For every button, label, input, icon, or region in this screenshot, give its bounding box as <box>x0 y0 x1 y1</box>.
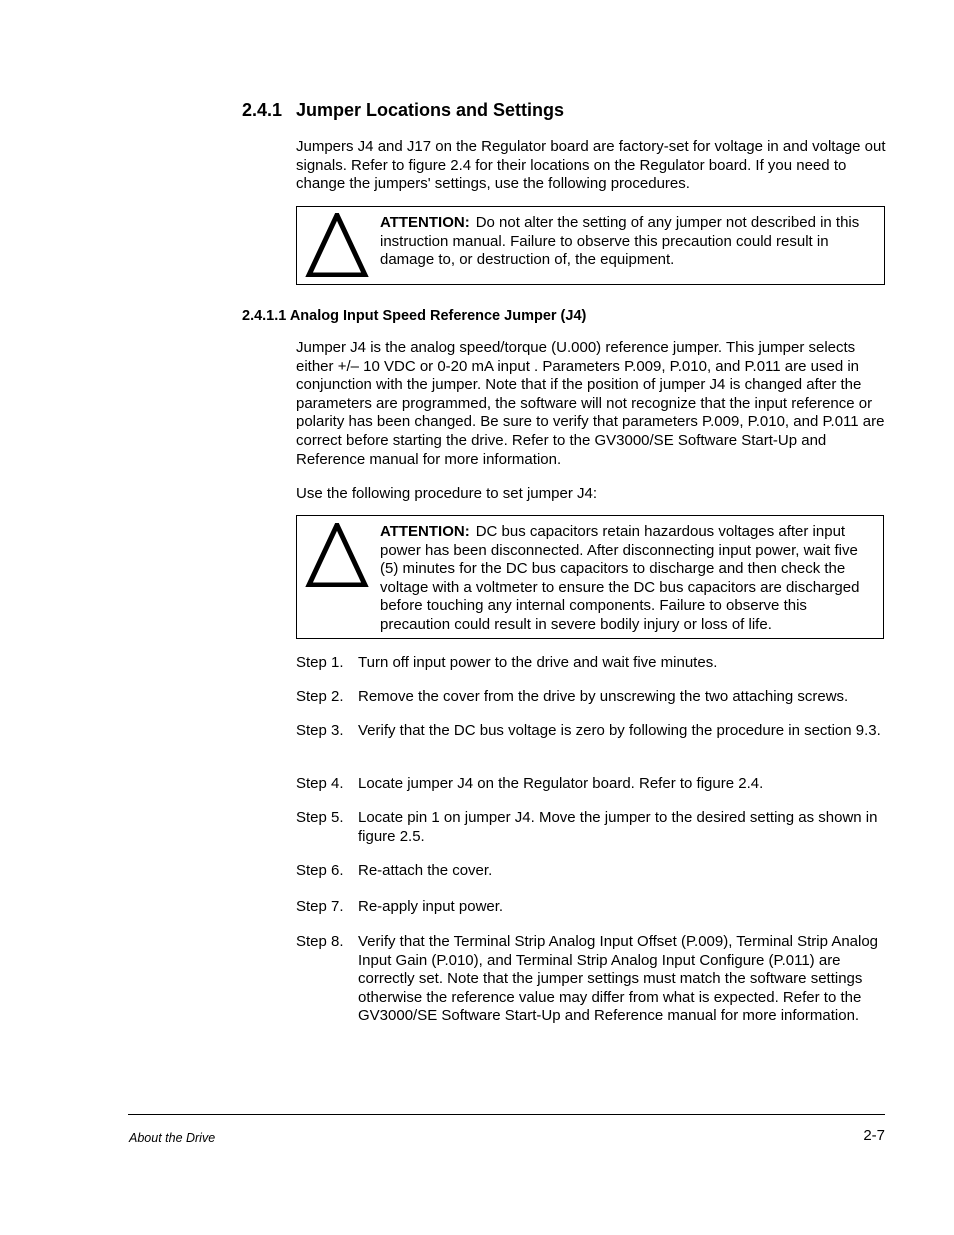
step-text: Verify that the Terminal Strip Analog Input Offset (P.009), Terminal Strip Analog Input Gain (P.010), and Terminal Strip Analog Input Configure (P.011) are correctly set. Note that the jumper settings must match the software settings otherwise the reference value may differ from what is expected. Refer to the GV3000/SE Software Start-Up and Reference manual for more information. <box>358 933 879 1025</box>
step-text: Locate pin 1 on jumper J4. Move the jumper to the desired setting as shown in figure 2.5. <box>358 809 878 845</box>
step-label: Step 7. <box>296 898 344 915</box>
attention-box-jumper <box>296 206 885 285</box>
step-label: Step 3. <box>296 722 344 739</box>
procedure-step-1 <box>296 654 886 673</box>
procedure-step-3 <box>296 722 886 741</box>
subsection-body-paragraph: Jumper J4 is the analog speed/torque (U.000) reference jumper. This jumper selects either +/– 10 VDC or 0-20 mA input . Parameters P.009, P.010, and P.011 are used in conjunction with the jumper. Note that if the position of jumper J4 is changed after the parameters are programmed, the software will not recognize that the input reference or polarity has been changed. Be sure to verify that parameters P.009, P.010, and P.011 are correct before starting the drive. Refer to the GV3000/SE Software Start-Up and Reference manual for more information. <box>296 339 885 468</box>
step-text: Verify that the DC bus voltage is zero by following the procedure in section 9.3. <box>358 722 881 739</box>
step-label: Step 6. <box>296 862 344 879</box>
step-label: Step 2. <box>296 688 344 705</box>
procedure-step-6 <box>296 862 886 881</box>
attention-text <box>380 523 875 635</box>
procedure-step-8 <box>296 933 886 1026</box>
attention-body: DC bus capacitors retain hazardous voltages after input power has been disconnected. After disconnecting input power, wait five (5) minutes for the DC bus capacitors to discharge and then check the voltage with a voltmeter to ensure the DC bus capacitors are discharged before touching any internal components. Failure to observe this precaution could result in severe bodily injury or loss of life. <box>380 523 860 633</box>
step-label: Step 4. <box>296 775 344 792</box>
warning-triangle-icon <box>305 523 371 587</box>
section-number: 2.4.1 <box>242 100 283 120</box>
attention-label: ATTENTION: <box>380 523 470 540</box>
footer-page-number: 2-7 <box>863 1127 885 1144</box>
attention-label: ATTENTION: <box>380 214 470 231</box>
footer-chapter-title: About the Drive <box>129 1131 216 1145</box>
section-intro-paragraph: Jumpers J4 and J17 on the Regulator board are factory-set for voltage in and voltage out signals. Refer to figure 2.4 for their locations on the Regulator board. If you need to change the jumpers' settings, use the following procedures. <box>296 138 886 193</box>
step-label: Step 8. <box>296 933 344 950</box>
procedure-step-2 <box>296 688 886 707</box>
footer-rule <box>128 1114 885 1115</box>
section-heading <box>242 100 564 121</box>
section-title: Jumper Locations and Settings <box>296 100 565 120</box>
step-text: Remove the cover from the drive by unscrewing the two attaching screws. <box>358 688 849 705</box>
step-label: Step 1. <box>296 654 344 671</box>
attention-text <box>380 214 876 270</box>
procedure-step-4 <box>296 775 886 794</box>
attention-box-capacitors <box>296 515 884 639</box>
step-text: Re-apply input power. <box>358 898 504 915</box>
step-text: Re-attach the cover. <box>358 862 493 879</box>
procedure-step-7 <box>296 898 886 917</box>
step-text: Locate jumper J4 on the Regulator board. Refer to figure 2.4. <box>358 775 764 792</box>
step-text: Turn off input power to the drive and wait five minutes. <box>358 654 718 671</box>
procedure-step-5 <box>296 809 886 846</box>
step-label: Step 5. <box>296 809 344 826</box>
warning-triangle-icon <box>305 213 371 277</box>
attention-body: Do not alter the setting of any jumper not described in this instruction manual. Failure to observe this precaution could result in damage to, or destruction of, the equipment. <box>380 214 860 269</box>
subsection-heading: 2.4.1.1 Analog Input Speed Reference Jumper (J4) <box>242 308 587 324</box>
procedure-intro: Use the following procedure to set jumper J4: <box>296 485 597 502</box>
